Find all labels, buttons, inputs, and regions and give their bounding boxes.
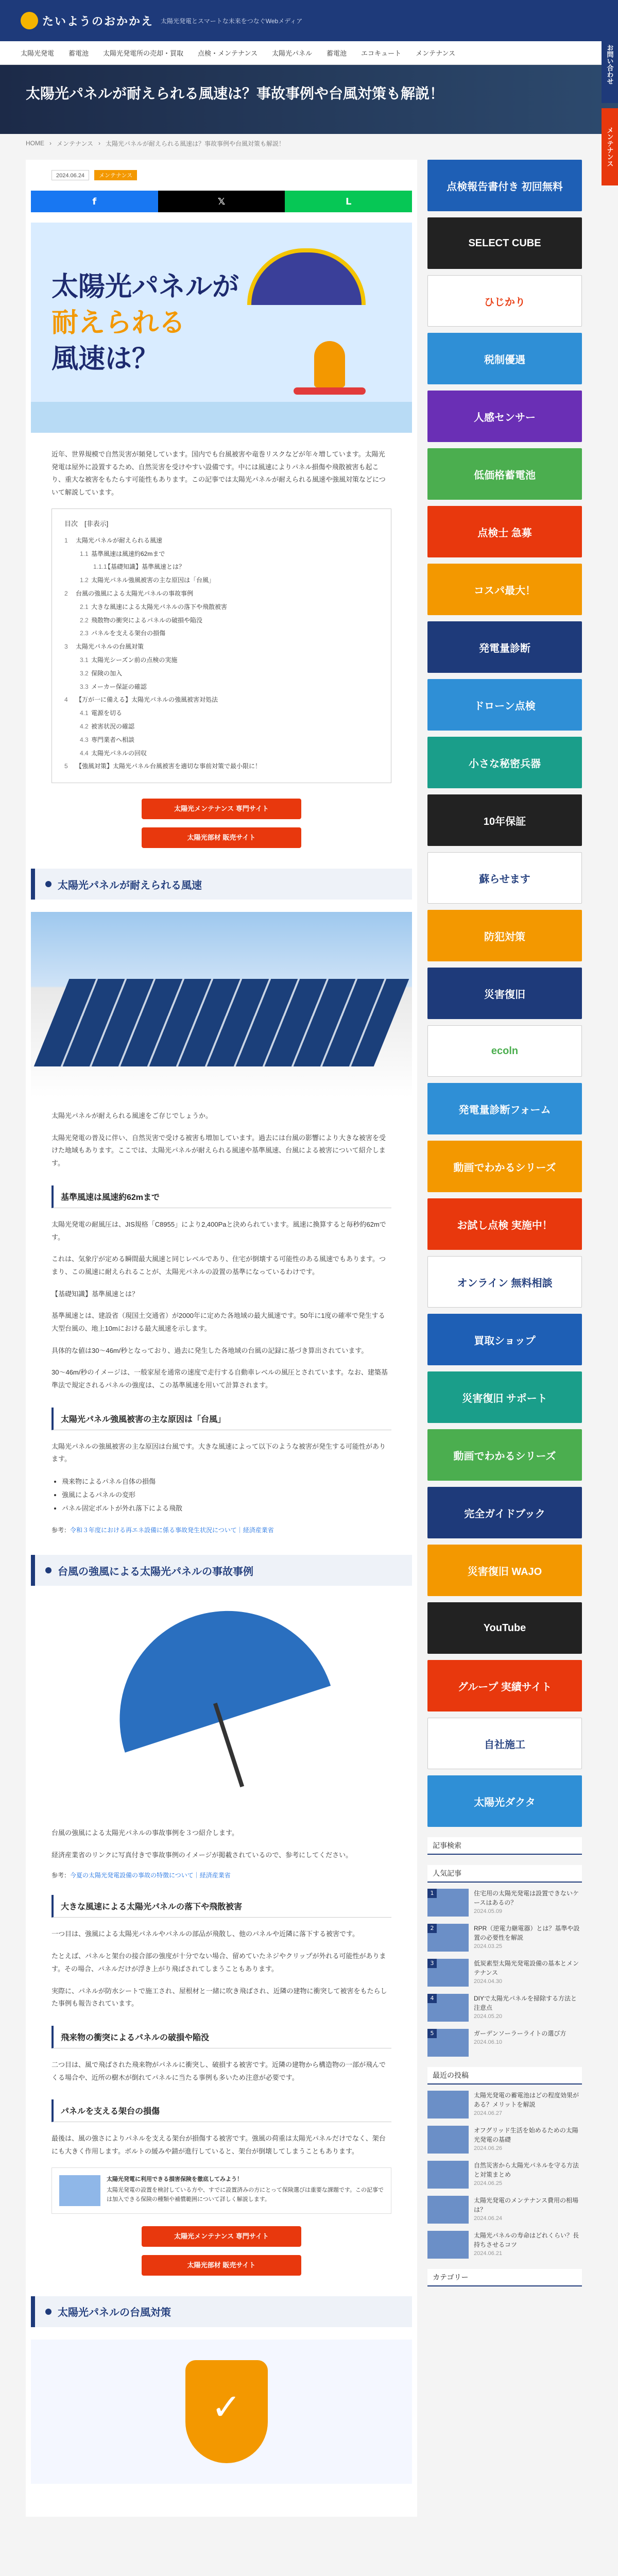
nav-item[interactable]: 太陽光パネル	[272, 49, 313, 57]
toc-label: 飛散物の衝突によるパネルの破損や陥没	[91, 616, 203, 624]
sidebar	[427, 160, 582, 2517]
sidebar-post[interactable]	[427, 2231, 582, 2259]
subsection-heading: 飛来物の衝突によるパネルの破損や陥没	[52, 2026, 391, 2048]
paragraph: 太陽光発電の耐風圧は、JIS規格「C8955」により2,400Paと決められています。風速に換算すると毎秒約62mです。	[52, 1220, 386, 1241]
bullet-list	[26, 1475, 417, 1515]
sidebar-banner[interactable]: 防犯対策	[427, 910, 582, 961]
toc-item[interactable]	[64, 681, 379, 694]
toc-label: 【基礎知識】基準風速とは？	[105, 563, 185, 571]
sidebar-banner[interactable]: ドローン点検	[427, 679, 582, 731]
global-nav	[0, 41, 618, 65]
post-thumbnail	[427, 2231, 469, 2259]
sidebar-post[interactable]	[427, 2091, 582, 2119]
paragraph: 経済産業省のリンクに写真付きで事故事例のイメージが掲載されているので、参考にしてください。	[52, 1851, 353, 1859]
toc-number: 2.1	[80, 603, 89, 611]
nav-item[interactable]: メンテナンス	[416, 49, 456, 57]
table-of-contents	[52, 509, 391, 783]
rank-number: 3	[427, 1959, 437, 1968]
nav-item[interactable]: 蓄電池	[327, 49, 347, 57]
paragraph: 太陽光パネルの強風被害の主な原因は台風です。大きな風速によって以下のような被害が発生する可能性があります。	[52, 1442, 386, 1463]
toc-number: 4.3	[80, 736, 89, 743]
post-title: ガーデンソーラーライトの選び方	[474, 2030, 566, 2037]
eyecatch-image	[31, 223, 412, 433]
toc-item[interactable]	[64, 747, 379, 760]
breadcrumb-category[interactable]: メンテナンス	[57, 140, 94, 147]
subsection-heading: 基準風速は風速約62mまで	[52, 1185, 391, 1208]
toc-item[interactable]	[64, 760, 379, 773]
rank-number: 1	[427, 1889, 437, 1898]
sidebar-banner[interactable]: 動画でわかるシリーズ	[427, 1429, 582, 1481]
sidebar-banner[interactable]: 低価格蓄電池	[427, 448, 582, 500]
paragraph: 太陽光パネルが耐えられる風速をご存じでしょうか。	[52, 1112, 213, 1120]
post-thumbnail	[427, 2091, 469, 2119]
sea-illustration	[31, 402, 412, 433]
related-article-card[interactable]	[52, 2167, 391, 2214]
related-article-thumbnail	[59, 2175, 100, 2206]
post-date: 2024.06.25	[474, 2180, 503, 2187]
sidebar-post[interactable]	[427, 2126, 582, 2154]
sidebar-post[interactable]	[427, 2029, 582, 2057]
post-thumbnail	[427, 2161, 469, 2189]
sidebar-banner[interactable]: 蘇らせます	[427, 852, 582, 904]
sidebar-banner[interactable]: 動画でわかるシリーズ	[427, 1141, 582, 1192]
toc-number: 5	[64, 762, 68, 770]
eyecatch-title	[52, 269, 239, 378]
sidebar-banner[interactable]: 災害復旧 WAJO	[427, 1545, 582, 1596]
category-badge[interactable]: メンテナンス	[94, 170, 137, 180]
search-heading: 記事検索	[427, 1837, 582, 1855]
breadcrumb-home[interactable]: HOME	[26, 140, 44, 147]
toc-item[interactable]	[64, 587, 379, 601]
chevron-right-icon: ›	[98, 140, 101, 147]
paragraph: 実際に、パネルが防水シートで施工され、屋根材と一緒に吹き飛ばされ、近隣の建物に衝突して被害をもたらした事例も報告されています。	[52, 1987, 387, 2008]
subsection-heading: パネルを支える架台の損傷	[52, 2099, 391, 2122]
toc-number: 2.2	[80, 616, 89, 624]
nav-item[interactable]: 太陽光発電所の売却・買取	[103, 49, 184, 57]
sidebar-post[interactable]	[427, 1994, 582, 2022]
sun-logo-icon	[21, 12, 38, 29]
list-item: • 強風によるパネルの変形	[62, 1488, 391, 1502]
toc-number: 4.2	[80, 722, 89, 730]
shield-check-icon	[185, 2360, 268, 2463]
post-title: オフグリッド生活を始めるための太陽光発電の基礎	[474, 2127, 578, 2143]
subsection-heading: 大きな風速による太陽光パネルの落下や飛散被害	[52, 1895, 391, 1918]
toc-item[interactable]	[64, 693, 379, 707]
nav-item[interactable]: 太陽光発電	[21, 49, 55, 57]
toc-label: 【強風対策】太陽光パネル台風被害を適切な事前対策で最小限に！	[76, 762, 262, 770]
toc-number: 2	[64, 589, 68, 597]
sidebar-banner[interactable]: 完全ガイドブック	[427, 1487, 582, 1538]
toc-label: 太陽光シーズン前の点検の実施	[91, 656, 178, 664]
maintenance-site-button[interactable]: 太陽光メンテナンス 専門サイト	[142, 2226, 301, 2247]
line-share-button[interactable]: L	[285, 191, 412, 212]
sidebar-banner[interactable]: オンライン 無料相談	[427, 1256, 582, 1308]
sidebar-post[interactable]	[427, 2196, 582, 2224]
section-heading: 太陽光パネルの台風対策	[31, 2296, 412, 2327]
toc-item[interactable]	[64, 640, 379, 654]
toc-label: 【万が一に備える】太陽光パネルの強風被害対処法	[76, 696, 218, 704]
reference-link[interactable]: 令和３年度における再エネ設備に係る事故発生状況について｜経済産業省	[70, 1527, 274, 1534]
paragraph: 【基礎知識】基準風速とは？	[52, 1290, 139, 1298]
post-title: 太陽光パネルの寿命はどれくらい？長持ちさせるコツ	[474, 2232, 579, 2248]
paragraph: たとえば、パネルと架台の接合部の強度が十分でない場合、留めていたネジやクリップが外れる可能性があります。その場合、パネルだけが浮き上がり飛ばされてしまうこともあります。	[52, 1952, 386, 1973]
share-buttons	[31, 191, 412, 212]
post-title: 太陽光発電のメンテナンス費用の相場は？	[474, 2197, 579, 2213]
toc-title[interactable]: 目次 [非表示]	[64, 519, 109, 528]
nav-item[interactable]: エコキュート	[361, 49, 402, 57]
subsection-heading: 太陽光パネル強風被害の主な原因は「台風」	[52, 1408, 391, 1430]
sidebar-banner[interactable]: 太陽光ダクタ	[427, 1775, 582, 1827]
toc-item[interactable]	[64, 734, 379, 747]
kitesurfer-illustration	[314, 341, 345, 387]
toc-item[interactable]	[64, 548, 379, 561]
paragraph: 太陽光発電の普及に伴い、自然災害で受ける被害も増加しています。過去には台風の影響により大きな被害を受けた地域もあります。ここでは、太陽光パネルが耐えられる風速や基準風速、台風による被害について紹介します。	[52, 1133, 386, 1167]
site-logo[interactable]	[21, 12, 153, 29]
paragraph: 二つ目は、風で飛ばされた飛来物がパネルに衝突し、破損する被害です。近隣の建物から構造物の一部が飛んでくる場合や、近所の樹木が倒れてパネルに当たる事例も多いため注意が必要です。	[52, 2060, 386, 2081]
sidebar-banner[interactable]: ひじかり	[427, 275, 582, 327]
reference-link[interactable]: 今夏の太陽光発電設備の事故の特徴について｜経済産業省	[70, 1872, 231, 1879]
reference-note	[26, 1871, 417, 1879]
paragraph: 30〜46m/秒のイメージは、一般家屋を通常の速度で走行する自動車レベルの風圧とされています。なお、建築基準法で規定されるパネルの強度は、この基準風速を用いて計算されます。	[52, 1368, 388, 1389]
side-tabs	[602, 26, 618, 191]
solar-panel-photo	[31, 912, 412, 1097]
top-bar	[0, 0, 618, 41]
post-title: 自然災害から太陽光パネルを守る方法と対策まとめ	[474, 2162, 579, 2178]
toc-label: 台風の強風による太陽光パネルの事故事例	[76, 589, 194, 597]
toc-number: 4.4	[80, 749, 89, 757]
list-item: • 飛来物によるパネル自体の損傷	[62, 1475, 391, 1488]
toc-item[interactable]	[64, 720, 379, 734]
maintenance-site-button[interactable]: 太陽光メンテナンス 専門サイト	[142, 799, 301, 819]
toc-number: 1	[64, 536, 68, 544]
intro-paragraph: 近年、世界規模で自然災害が頻発しています。国内でも台風被害や竜巻リスクなどが年々増しています。太陽光発電は屋外に設置するため、自然災害を受けやすい設備です。中には風速によりパネル損傷や飛散被害も起こり、重大な被害をもたらす可能性もあります。この記事では太陽光パネルが耐えられる風速や強風対策などについて解説しています。	[52, 450, 386, 497]
toc-label: 基準風速は風速約62mまで	[91, 550, 165, 557]
toc-label: 電源を切る	[91, 709, 123, 717]
post-title: DIYで太陽光パネルを掃除する方法と注意点	[474, 1995, 577, 2011]
shield-illustration	[31, 2340, 412, 2484]
side-tab-maintenance[interactable]: メンテナンス	[602, 108, 618, 185]
sidebar-banner[interactable]: 発電量診断	[427, 621, 582, 673]
article	[26, 160, 417, 2517]
page-hero	[0, 65, 618, 134]
post-title: RPR（逆電力継電器）とは？基準や設置の必要性を解説	[474, 1925, 580, 1941]
category-heading: カテゴリー	[427, 2269, 582, 2286]
sidebar-banner[interactable]: 発電量診断フォーム	[427, 1083, 582, 1134]
paragraph: これは、気象庁が定める瞬間最大風速と同じレベルであり、住宅が倒壊する可能性のある風速でもあります。つまり、この風速に耐えられることが、太陽光パネルの設置の基準になっているわけです。	[52, 1255, 386, 1276]
logo-text: たいようのおかかえ	[42, 14, 154, 28]
x-share-button[interactable]: 𝕏	[158, 191, 285, 212]
toc-label: 被害状況の確認	[91, 722, 135, 730]
section-heading: 太陽光パネルが耐えられる風速	[31, 869, 412, 900]
paragraph: 最後は、風の強さによりパネルを支える架台が損傷する被害です。強風の荷重は太陽光パネルだけでなく、架台にも大きく作用します。ボルトの緩みや錆が進行していると、架台が倒壊してしまうこともあります。	[52, 2134, 386, 2155]
reference-note	[26, 1526, 417, 1534]
post-date: 2024.06.10	[474, 2039, 503, 2045]
eyecatch-line-2: 耐えられる	[52, 308, 186, 338]
toc-item[interactable]	[64, 574, 379, 587]
list-item: • パネル固定ボルトが外れ落下による飛散	[62, 1502, 391, 1515]
paragraph: 台風の強風による太陽光パネルの事故事例を３つ紹介します。	[52, 1829, 238, 1837]
toc-label: 太陽光パネルの台風対策	[76, 643, 144, 651]
chevron-right-icon: ›	[49, 140, 52, 147]
toc-number: 1.1	[80, 550, 89, 557]
breadcrumb	[0, 134, 618, 152]
sidebar-post[interactable]	[427, 1959, 582, 1987]
paragraph: 基準風速とは、建設省（現国土交通省）が2000年に定めた各地域の最大風速です。50年に1度の確率で発生する大型台風の、地上10mにおける最大風速を示します。	[52, 1312, 385, 1332]
sidebar-banner[interactable]: 人感センサー	[427, 391, 582, 442]
toc-label: 太陽光パネルの回収	[91, 749, 147, 757]
post-date: 2024.06.24	[52, 170, 89, 180]
post-thumbnail	[427, 2196, 469, 2224]
toc-number: 3.1	[80, 656, 89, 664]
toc-item[interactable]	[64, 534, 379, 548]
toc-item[interactable]	[64, 707, 379, 720]
rank-number: 2	[427, 1924, 437, 1933]
sidebar-banner[interactable]: 災害復旧 サポート	[427, 1371, 582, 1423]
sidebar-banner[interactable]: YouTube	[427, 1602, 582, 1654]
nav-item[interactable]: 蓄電池	[68, 49, 89, 57]
facebook-share-button[interactable]: f	[31, 191, 158, 212]
related-article-title: 太陽光発電に利用できる損害保険を徹底してみよう！	[107, 2176, 243, 2182]
sidebar-post[interactable]	[427, 1924, 582, 1952]
toc-item[interactable]	[64, 614, 379, 628]
toc-label: 大きな風速による太陽光パネルの落下や飛散被害	[91, 603, 228, 611]
toc-label: パネルを支える架台の損傷	[91, 630, 166, 637]
sidebar-banner[interactable]: 税制優遇	[427, 333, 582, 384]
related-article-excerpt: 太陽光発電の設置を検討している方や、すでに設置済みの方にとって保険選びは重要な課題です。この記事では加入できる保険の種類や補償範囲について詳しく解説します。	[107, 2187, 384, 2202]
surfboard-illustration	[294, 387, 366, 395]
post-date: 2024.06.24	[474, 2215, 503, 2222]
paragraph: 具体的な値は30〜46m/秒となっており、過去に発生した各地域の台風の記録に基づき算出されています。	[52, 1346, 368, 1354]
sidebar-banner[interactable]: 自社施工	[427, 1718, 582, 1769]
toc-item[interactable]	[64, 654, 379, 667]
sidebar-post[interactable]	[427, 2161, 582, 2189]
breadcrumb-current: 太陽光パネルが耐えられる風速は？事故事例や台風対策も解説！	[106, 140, 285, 147]
side-tab-contact[interactable]: お問い合わせ	[602, 26, 618, 103]
toc-label: メーカー保証の確認	[91, 683, 147, 690]
recent-heading: 最近の投稿	[427, 2067, 582, 2084]
sidebar-banner[interactable]: コスパ最大！	[427, 564, 582, 615]
post-thumbnail	[427, 2126, 469, 2154]
toc-item[interactable]	[64, 561, 379, 574]
parts-shop-button[interactable]: 太陽光部材 販売サイト	[142, 827, 301, 848]
sidebar-banner[interactable]: 点検報告書付き 初回無料	[427, 160, 582, 211]
solar-array-illustration	[34, 979, 409, 1066]
sidebar-banner[interactable]: ecoln	[427, 1025, 582, 1077]
toc-number: 3	[64, 643, 68, 651]
post-date: 2024.06.27	[474, 2110, 503, 2116]
toc-number: 3.2	[80, 669, 89, 677]
sidebar-banner[interactable]: 10年保証	[427, 794, 582, 846]
site-tagline: 太陽光発電とスマートな未来をつなぐWebメディア	[161, 17, 303, 25]
paragraph: 一つ目は、強風による太陽光パネルやパネルの部品が飛散し、他のパネルや近隣に落下する被害です。	[52, 1930, 359, 1938]
rank-number: 4	[427, 1994, 437, 2003]
toc-item[interactable]	[64, 627, 379, 640]
reference-prefix: 参考：	[52, 1527, 71, 1534]
post-date: 2024.03.25	[474, 1943, 503, 1950]
toc-number: 2.3	[80, 630, 89, 637]
sidebar-banner[interactable]: グループ 実績サイト	[427, 1660, 582, 1711]
toc-label: 専門業者へ相談	[91, 736, 135, 743]
kite-illustration	[247, 248, 366, 305]
toc-number: 4	[64, 696, 68, 704]
eyecatch-line-1: 太陽光パネルが	[52, 272, 239, 302]
toc-label: 太陽光パネル強風被害の主な原因は「台風」	[91, 577, 215, 584]
page-title: 太陽光パネルが耐えられる風速は？事故事例や台風対策も解説！	[26, 86, 444, 101]
post-title: 低炭素型太陽光発電設備の基本とメンテナンス	[474, 1960, 579, 1976]
sidebar-banner[interactable]: お試し点検 実施中！	[427, 1198, 582, 1250]
nav-item[interactable]: 点検・メンテナンス	[198, 49, 258, 57]
parts-shop-button[interactable]: 太陽光部材 販売サイト	[142, 2255, 301, 2276]
sidebar-banner[interactable]: SELECT CUBE	[427, 217, 582, 269]
umbrella-photo	[31, 1598, 412, 1815]
toc-item[interactable]	[64, 601, 379, 614]
post-date: 2024.06.26	[474, 2145, 503, 2151]
toc-number: 1.1.1	[93, 563, 107, 571]
sidebar-banner[interactable]: 災害復旧	[427, 968, 582, 1019]
post-date: 2024.05.09	[474, 1908, 503, 1914]
sidebar-post[interactable]	[427, 1889, 582, 1917]
toc-item[interactable]	[64, 667, 379, 681]
reference-prefix: 参考：	[52, 1872, 71, 1879]
toc-label: 太陽光パネルが耐えられる風速	[76, 536, 163, 544]
toc-label: 保険の加入	[91, 669, 123, 677]
popular-heading: 人気記事	[427, 1865, 582, 1883]
umbrella-canopy-illustration	[92, 1583, 331, 1753]
section-heading: 台風の強風による太陽光パネルの事故事例	[31, 1555, 412, 1586]
post-title: 住宅用の太陽光発電は設置できないケースはあるの？	[474, 1890, 579, 1906]
rank-number: 5	[427, 2029, 437, 2038]
toc-number: 4.1	[80, 709, 89, 717]
sidebar-banner[interactable]: 点検士 急募	[427, 506, 582, 557]
post-date: 2024.04.30	[474, 1978, 503, 1985]
post-title: 太陽光発電の蓄電池はどの程度効果がある？メリットを解説	[474, 2092, 579, 2108]
sidebar-banner[interactable]: 小さな秘密兵器	[427, 737, 582, 788]
toc-number: 1.2	[80, 577, 89, 584]
sidebar-banner[interactable]: 買取ショップ	[427, 1314, 582, 1365]
post-date: 2024.05.20	[474, 2013, 503, 2020]
toc-number: 3.3	[80, 683, 89, 690]
eyecatch-line-3: 風速は？	[52, 344, 159, 375]
post-date: 2024.06.21	[474, 2250, 503, 2257]
